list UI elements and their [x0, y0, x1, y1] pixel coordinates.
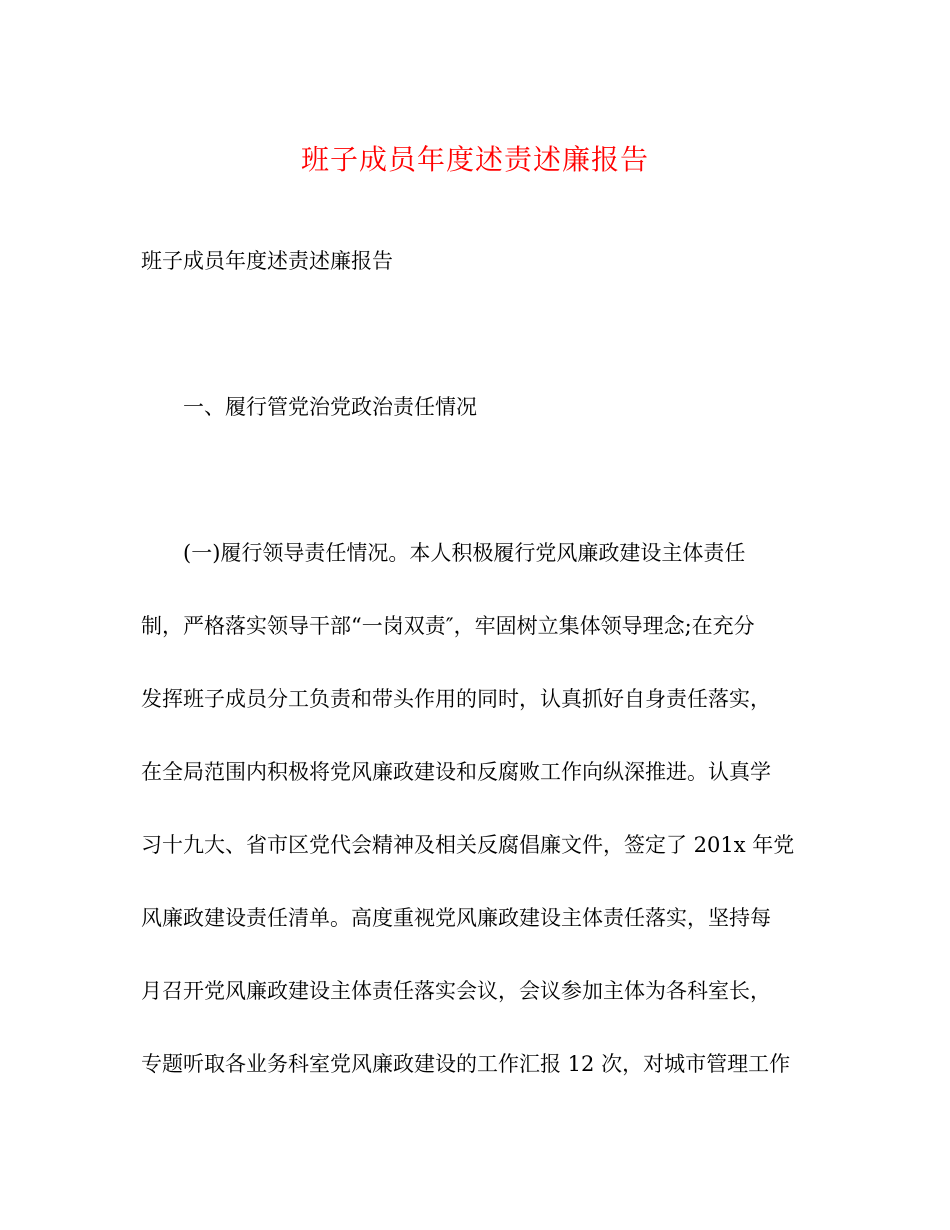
paragraph-line: 专题听取各业务科室党风廉政建设的工作汇报 12 次，对城市管理工作 — [141, 1052, 791, 1076]
paragraph-line: 月召开党风廉政建设主体责任落实会议，会议参加主体为各科室长， — [141, 979, 771, 1003]
document-subtitle: 班子成员年度述责述廉报告 — [141, 249, 393, 273]
paragraph-line: 在全局范围内积极将党风廉政建设和反腐败工作向纵深推进。认真学 — [141, 760, 771, 784]
paragraph-line: (一)履行领导责任情况。本人积极履行党风廉政建设主体责任 — [183, 541, 746, 565]
paragraph-line: 习十九大、省市区党代会精神及相关反腐倡廉文件，签定了 201x 年党 — [141, 833, 795, 857]
paragraph-line: 风廉政建设责任清单。高度重视党风廉政建设主体责任落实，坚持每 — [141, 906, 771, 930]
paragraph-line: 制，严格落实领导干部“一岗双责″，牢固树立集体领导理念;在充分 — [141, 614, 755, 638]
section-heading: 一、履行管党治党政治责任情况 — [183, 395, 477, 419]
document-title: 班子成员年度述责述廉报告 — [300, 143, 649, 176]
paragraph-line: 发挥班子成员分工负责和带头作用的同时，认真抓好自身责任落实， — [141, 687, 771, 711]
